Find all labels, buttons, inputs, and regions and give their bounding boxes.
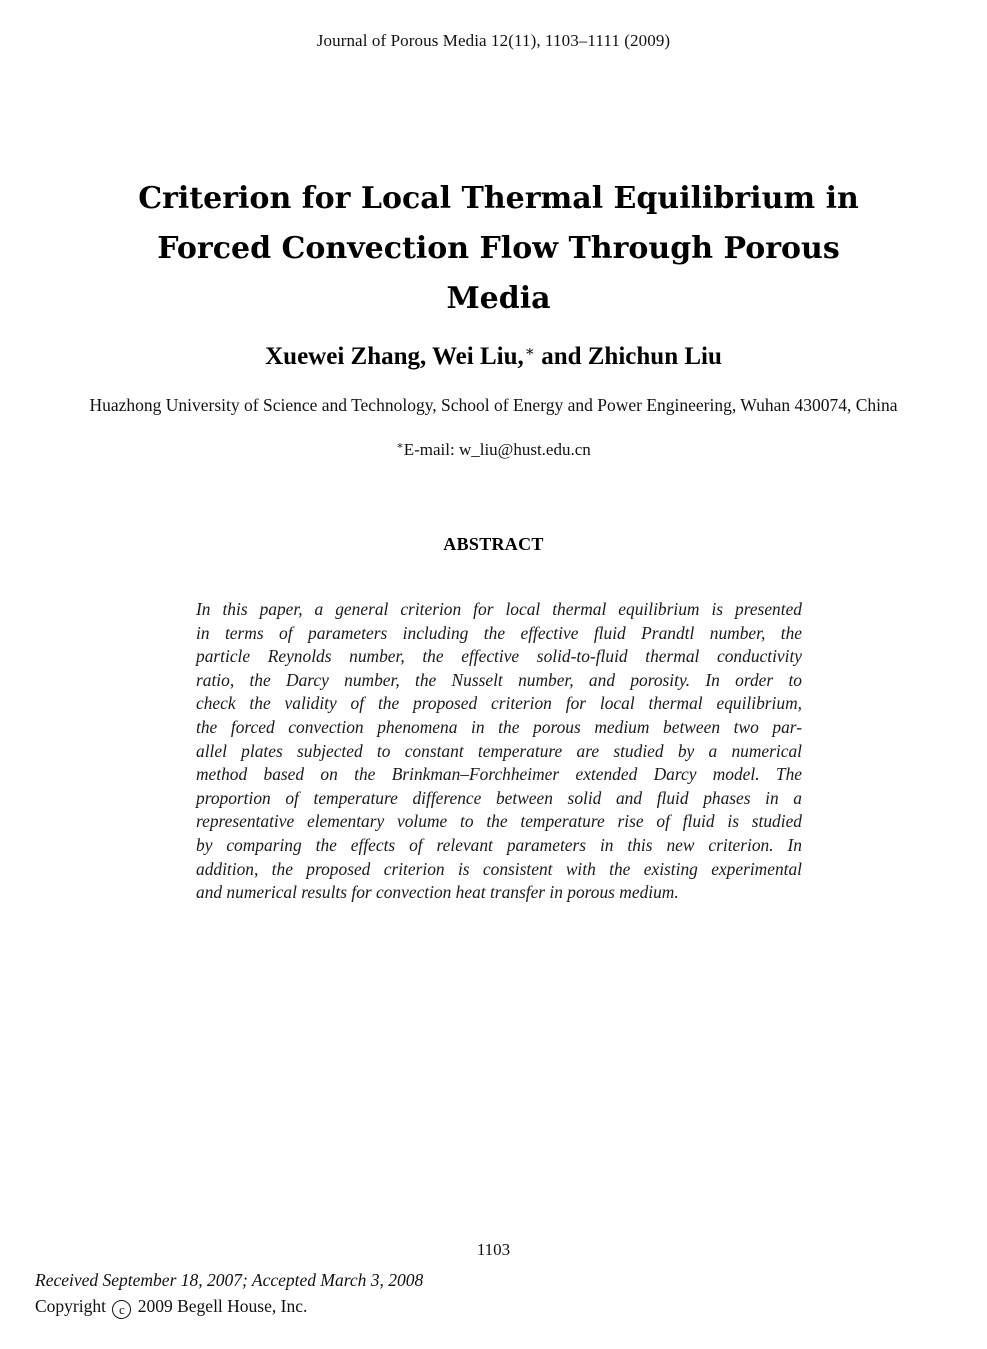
abstract-line: check the validity of the proposed criterion for local thermal equilibrium, — [196, 693, 802, 714]
abstract-line: ratio, the Darcy number, the Nusselt number, and porosity. In order to — [196, 669, 802, 690]
corresponding-email — [0, 439, 987, 460]
authors-part-2: and Zhichun Liu — [534, 343, 722, 370]
email-marker: ∗ — [396, 440, 404, 452]
abstract-line: in terms of parameters including the effective fluid Prandtl number, the — [196, 622, 802, 643]
abstract-line: addition, the proposed criterion is consistent with the existing experimental — [196, 858, 802, 879]
abstract-line: method based on the Brinkman–Forchheimer extended Darcy model. The — [196, 764, 802, 785]
copyright-prefix: Copyright — [35, 1296, 106, 1316]
abstract-line: and numerical results for convection heat transfer in porous medium. — [196, 882, 679, 903]
author-list — [0, 342, 987, 371]
running-head: Journal of Porous Media 12(11), 1103–1111 (2009) — [316, 31, 671, 50]
affiliation: Huazhong University of Science and Technology, School of Energy and Power Engineering, Wuhan 430074, China — [89, 395, 898, 415]
abstract-line: particle Reynolds number, the effective solid-to-fluid thermal conductivity — [196, 646, 802, 667]
abstract-line: In this paper, a general criterion for local thermal equilibrium is presented — [196, 599, 802, 619]
abstract-line: representative elementary volume to the temperature rise of fluid is studied — [196, 811, 802, 832]
title-line: Media — [446, 281, 551, 316]
received-accepted-dates: Received September 18, 2007; Accepted March 3, 2008 — [35, 1270, 424, 1290]
copyright-symbol-icon: c — [112, 1300, 131, 1319]
title-line: Criterion for Local Thermal Equilibrium in — [138, 181, 859, 216]
abstract-heading: ABSTRACT — [443, 534, 544, 554]
abstract-line: proportion of temperature difference between solid and fluid phases in a — [196, 787, 802, 808]
corresponding-author-marker: ∗ — [524, 344, 535, 360]
authors-part-1: Xuewei Zhang, Wei Liu, — [265, 343, 524, 370]
copyright-suffix: 2009 Begell House, Inc. — [137, 1296, 308, 1316]
abstract-line: the forced convection phenomena in the porous medium between two par- — [196, 716, 802, 737]
title-line: Forced Convection Flow Through Porous — [157, 231, 840, 266]
email-text: E-mail: w_liu@hust.edu.cn — [403, 440, 591, 459]
page-number: 1103 — [476, 1240, 511, 1259]
abstract-line: by comparing the effects of relevant parameters in this new criterion. In — [196, 834, 802, 855]
paper-title — [110, 174, 887, 324]
abstract-body — [196, 598, 802, 905]
copyright-notice — [35, 1296, 307, 1319]
abstract-line: allel plates subjected to constant temperature are studied by a numerical — [196, 740, 802, 761]
